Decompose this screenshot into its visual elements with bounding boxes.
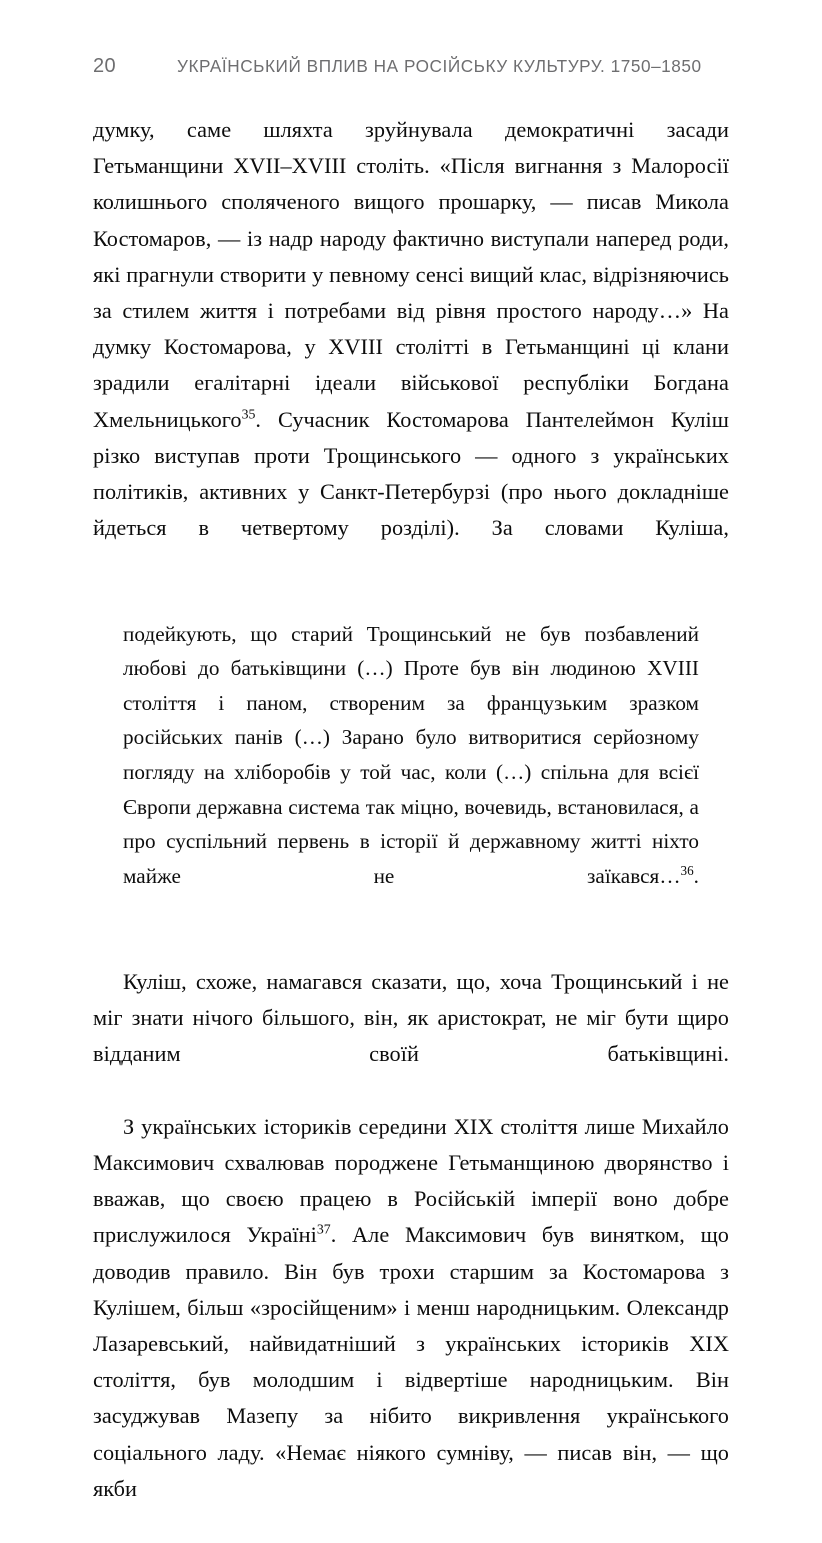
footnote-marker-37[interactable]: 37 xyxy=(316,1221,331,1237)
paragraph-1-text-b: . Сучасник Костомарова Пантелеймон Куліш різко виступав проти Трощинського — одного з українських політиків, активних у Санкт-Петербурзі (про нього докладніше йдеться в четвертому розділі). За словами Куліша, xyxy=(93,406,729,541)
footnote-marker-36[interactable]: 36 xyxy=(680,862,694,878)
page-number: 20 xyxy=(93,55,117,77)
spacer-before-blockquote xyxy=(93,583,729,617)
text-block xyxy=(93,112,729,1543)
paragraph-2-text: Куліш, схоже, намагався сказати, що, хоча Трощинський і не міг знати нічого більшого, він, як аристократ, не міг бути щиро відданим своїй батьківщині. xyxy=(93,968,729,1067)
running-header xyxy=(93,56,729,76)
paragraph-3 xyxy=(93,1109,729,1543)
paragraph-continuation xyxy=(93,112,729,583)
footnote-marker-35[interactable]: 35 xyxy=(241,406,256,422)
paragraph-2 xyxy=(93,964,729,1109)
running-title: УКРАЇНСЬКИЙ ВПЛИВ НА РОСІЙСЬКУ КУЛЬТУРУ. 1750–1850 xyxy=(177,56,702,76)
blockquote xyxy=(93,617,729,928)
paragraph-1-text-a: думку, саме шляхта зруйнувала демократичні засади Гетьманщини XVII–XVIII століть. «Після вигнання з Малоросії колишнього споляченого вищого прошарку, — писав Микола Костомаров, — із надр народу фактично виступали наперед роди, які прагнули створити у певному сенсі вищий клас, відрізняючись за стилем життя і потребами від рівня простого народу…» На думку Костомарова, у XVIII столітті в Гетьманщині ці клани зрадили егалітарні ідеали військової республіки Богдана Хмельницького xyxy=(93,117,729,432)
blockquote-text-b: . xyxy=(693,863,699,888)
blockquote-text-a: подейкують, що старий Трощинський не був позбавлений любові до батьківщини (…) Проте був він людиною XVIII століття і паном, створеним за французьким зразком російських панів (…) Зарано було витворитися серйозному погляду на хліборобів у той час, коли (…) спільна для всієї Європи державна система так міцно, вочевидь, встановилася, а про суспільний первень в історії й державному житті ніхто майже не заїкався… xyxy=(123,621,699,888)
paragraph-3-text-a: З українських істориків середини XIX століття лише Михайло Максимович схвалював породжене Гетьманщиною дворянство і вважав, що своєю працею в Російській імперії воно добре прислужилося Україні xyxy=(93,1113,729,1248)
spacer-after-blockquote xyxy=(93,928,729,964)
paragraph-3-text-b: . Але Максимович був винятком, що доводив правило. Він був трохи старшим за Костомарова з Кулішем, більш «зросійщеним» і менш народницьким. Олександр Лазаревський, найвидатніший з українських істориків XIX століття, був молодшим і відвертіше народницьким. Він засуджував Мазепу за нібито викривлення українського соціального ладу. «Немає ніякого сумніву, — писав він, — що якби xyxy=(93,1222,729,1501)
